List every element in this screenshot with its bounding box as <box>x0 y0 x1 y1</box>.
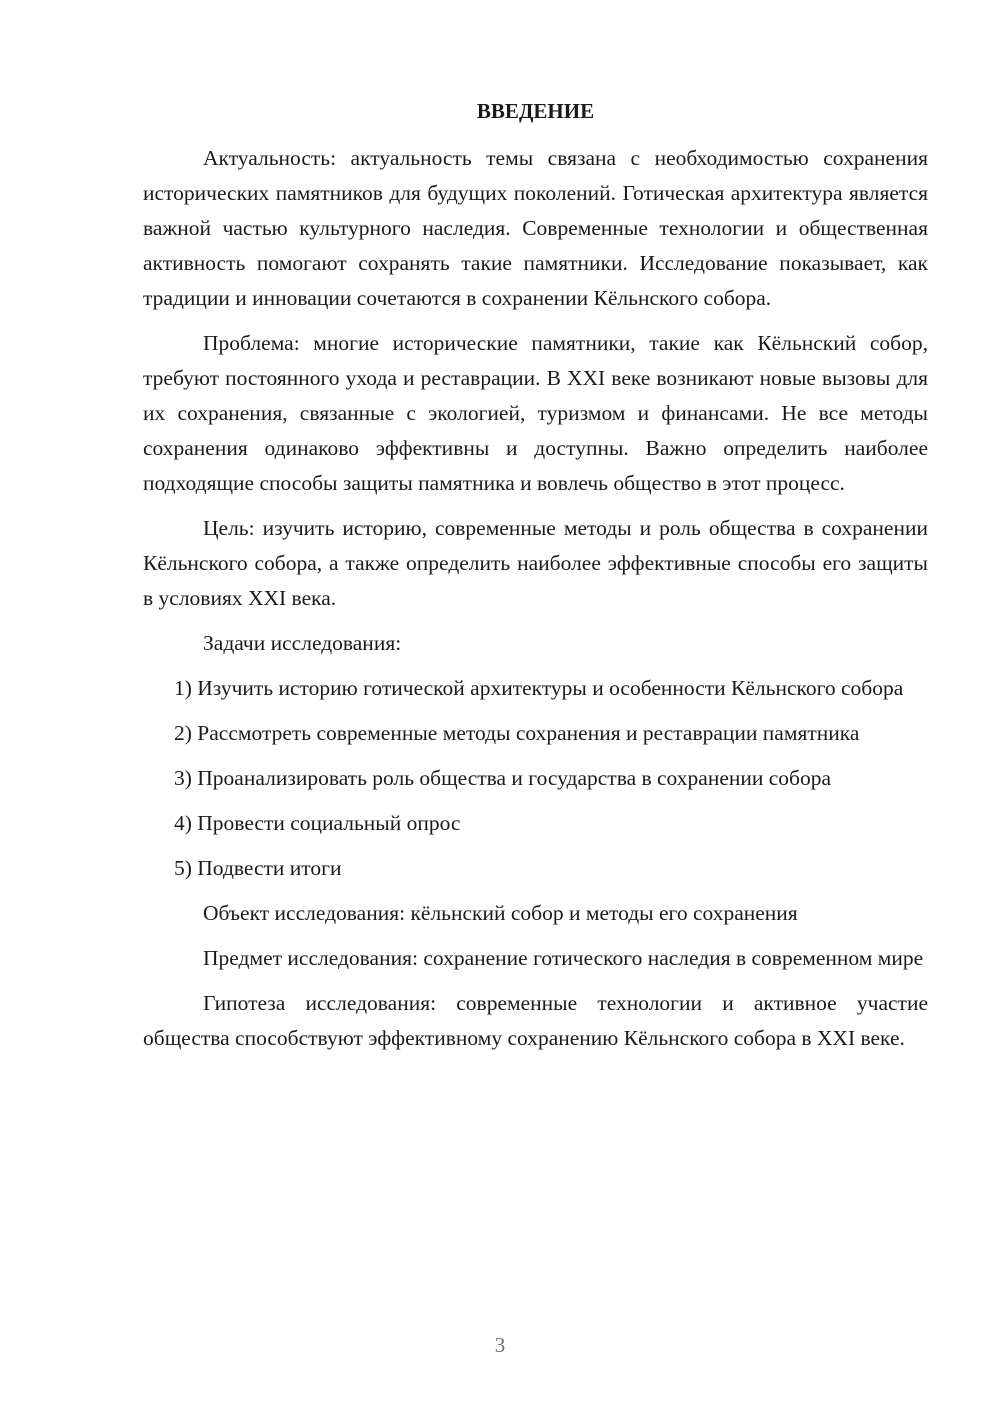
task-item: 2) Рассмотреть современные методы сохранения и реставрации памятника <box>174 721 860 745</box>
paragraph-hypothesis: Гипотеза исследования: современные технологии и активное участие общества способствуют эффективному сохранению Кёльнского собора в XXI веке. <box>143 991 928 1050</box>
paragraph-problem: Проблема: многие исторические памятники, такие как Кёльнский собор, требуют постоянного ухода и реставрации. В XXI веке возникают новые вызовы для их сохранения, связанные с экологией, туризмом и финансами. Не все методы сохранения одинаково эффективны и доступны. Важно определить наиболее подходящие способы защиты памятника и вовлечь общество в этот процесс. <box>143 331 928 495</box>
task-item: 4) Провести социальный опрос <box>174 811 461 835</box>
tasks-heading: Задачи исследования: <box>203 631 402 655</box>
paragraph-subject: Предмет исследования: сохранение готического наследия в современном мире <box>203 946 924 970</box>
task-item: 5) Подвести итоги <box>174 856 342 880</box>
paragraph-goal: Цель: изучить историю, современные методы и роль общества в сохранении Кёльнского собора, а также определить наиболее эффективные способы его защиты в условиях XXI века. <box>143 516 928 610</box>
paragraph-object: Объект исследования: кёльнский собор и методы его сохранения <box>203 901 798 925</box>
task-item: 3) Проанализировать роль общества и государства в сохранении собора <box>174 766 832 790</box>
page-number: 3 <box>494 1333 506 1357</box>
task-item: 1) Изучить историю готической архитектуры и особенности Кёльнского собора <box>174 676 904 700</box>
page-title: ВВЕДЕНИЕ <box>476 99 595 123</box>
page-content <box>143 94 928 1056</box>
paragraph-relevance: Актуальность: актуальность темы связана с необходимостью сохранения исторических памятников для будущих поколений. Готическая архитектура является важной частью культурного наследия. Современные технологии и общественная активность помогают сохранять такие памятники. Исследование показывает, как традиции и инновации сочетаются в сохранении Кёльнского собора. <box>143 146 928 310</box>
